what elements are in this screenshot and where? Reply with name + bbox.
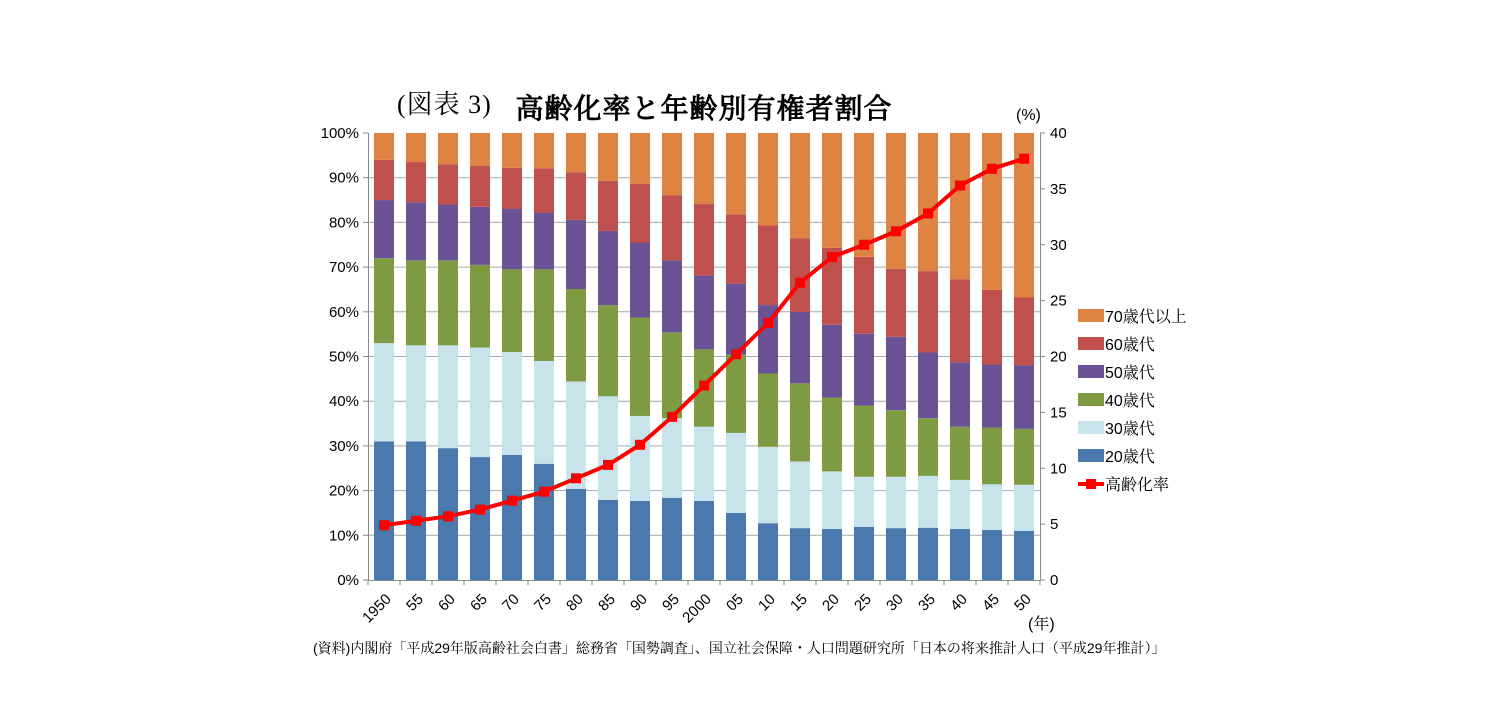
bar-segment (950, 427, 970, 480)
bar-segment (630, 501, 650, 580)
x-axis-category-label: 1950 (359, 590, 395, 627)
bar-segment (886, 133, 906, 269)
x-axis-category-label: 90 (627, 590, 651, 615)
legend-line-marker-icon (1078, 477, 1104, 490)
bar-segment (662, 133, 682, 195)
bar-segment (726, 284, 746, 355)
right-axis-tick-label: 35 (1050, 180, 1067, 198)
bar-segment (502, 168, 522, 209)
bar-segment (822, 133, 842, 248)
left-axis-tick-label: 50% (328, 348, 359, 366)
bar-segment (438, 205, 458, 261)
legend-label: 30歳代 (1105, 420, 1155, 438)
bar-segment (822, 398, 842, 472)
bar-segment (534, 168, 554, 213)
legend-label: 60歳代 (1105, 336, 1155, 354)
x-axis-category-label: 35 (915, 590, 939, 615)
bar-segment (470, 133, 490, 166)
bar-segment (406, 133, 426, 162)
bar-segment (982, 484, 1002, 530)
bar-segment (918, 133, 938, 271)
bar-segment (886, 410, 906, 477)
legend-item-2 (1078, 357, 1187, 385)
bar-segment (790, 383, 810, 461)
bar-segment (854, 406, 874, 477)
left-axis-tick-label: 100% (320, 125, 359, 142)
left-axis-tick-label: 20% (328, 482, 359, 500)
aging-rate-marker (763, 318, 773, 328)
aging-rate-marker (635, 440, 645, 450)
bar-segment (918, 476, 938, 528)
bar-segment (374, 343, 394, 441)
bar-segment (534, 361, 554, 464)
bar-segment (598, 181, 618, 231)
bar-segment (822, 529, 842, 580)
aging-rate-marker (411, 516, 421, 526)
bar-segment (502, 455, 522, 580)
bar-segment (726, 513, 746, 580)
bar-segment (470, 348, 490, 458)
legend-item-1 (1078, 329, 1187, 357)
bar-segment (598, 500, 618, 580)
bar-segment (534, 133, 554, 168)
right-axis-tick-label: 40 (1050, 125, 1067, 142)
bar-segment (854, 334, 874, 406)
bar-segment (854, 257, 874, 334)
bar-segment (534, 269, 554, 361)
x-axis-category-label: 40 (947, 590, 971, 615)
bar-segment (726, 355, 746, 433)
aging-rate-marker (955, 181, 965, 191)
right-axis-tick-label: 0 (1050, 572, 1059, 589)
legend-swatch-icon (1078, 449, 1104, 462)
bar-segment (790, 462, 810, 529)
bar-segment (694, 204, 714, 276)
left-axis-tick-label: 10% (328, 527, 359, 545)
bar-segment (918, 418, 938, 476)
aging-rate-marker (539, 487, 549, 497)
bar-segment (886, 477, 906, 528)
x-axis-category-label: 15 (787, 590, 811, 615)
bar-segment (694, 276, 714, 350)
bar-segment (950, 279, 970, 362)
left-axis-tick-label: 60% (328, 303, 359, 321)
bar-segment (374, 133, 394, 160)
bar-segment (758, 133, 778, 226)
bar-segment (1014, 297, 1034, 365)
bar-segment (438, 345, 458, 448)
bar-segment (662, 418, 682, 498)
bar-segment (534, 464, 554, 580)
bar-segment (982, 133, 1002, 290)
x-axis-category-label: 30 (883, 590, 907, 615)
bar-segment (854, 477, 874, 527)
figure-label: (図表 3) (397, 90, 492, 119)
bar-segment (534, 213, 554, 269)
bar-segment (374, 258, 394, 343)
right-axis-tick-label: 30 (1050, 236, 1067, 254)
bar-segment (982, 428, 1002, 485)
right-axis-tick-label: 15 (1050, 404, 1067, 422)
bar-segment (854, 133, 874, 257)
bar-segment (374, 160, 394, 200)
right-axis-tick-label: 20 (1050, 348, 1067, 366)
aging-rate-marker (1019, 154, 1029, 164)
aging-rate-marker (571, 473, 581, 483)
bar-segment (406, 345, 426, 441)
bar-segment (662, 332, 682, 418)
aging-rate-marker (795, 278, 805, 288)
bar-segment (694, 427, 714, 501)
x-axis-category-label: 80 (563, 590, 587, 615)
bar-segment (1014, 531, 1034, 580)
bar-segment (726, 214, 746, 283)
source-note: (資料)内閣府「平成29年版高齢社会白書」総務省「国勢調査」、国立社会保障・人口問題研究所「日本の将来推計人口（平成29年推計）」 (313, 640, 1166, 656)
bar-segment (598, 396, 618, 500)
chart-title: 高齢化率と年齢別有権者割合 (515, 93, 893, 124)
aging-rate-marker (443, 511, 453, 521)
x-axis-category-label: 50 (1011, 590, 1035, 615)
bar-segment (758, 447, 778, 523)
bar-segment (630, 318, 650, 416)
bar-segment (374, 441, 394, 580)
left-axis-tick-label: 80% (328, 214, 359, 232)
bar-segment (822, 325, 842, 398)
bar-segment (662, 498, 682, 580)
bar-segment (566, 220, 586, 289)
bar-segment (502, 133, 522, 168)
x-axis-category-label: 70 (499, 590, 523, 615)
bar-segment (822, 471, 842, 529)
legend-item-6 (1078, 469, 1187, 497)
aging-rate-marker (891, 226, 901, 236)
bar-segment (918, 271, 938, 352)
aging-rate-marker (923, 208, 933, 218)
bar-segment (1014, 485, 1034, 531)
x-axis-category-label: 45 (979, 590, 1003, 615)
bar-segment (438, 260, 458, 345)
bar-segment (438, 164, 458, 204)
legend-label: 高齢化率 (1105, 476, 1170, 494)
bar-segment (790, 133, 810, 238)
bar-segment (470, 166, 490, 207)
x-axis-category-label: 55 (403, 590, 427, 615)
left-axis-tick-label: 70% (328, 259, 359, 277)
bar-segment (374, 200, 394, 258)
bar-segment (758, 523, 778, 580)
x-axis-category-label: 20 (819, 590, 843, 615)
bar-segment (502, 269, 522, 352)
bar-segment (630, 133, 650, 184)
x-axis-category-label: 2000 (679, 590, 715, 627)
aging-rate-marker (667, 412, 677, 422)
bar-segment (662, 195, 682, 260)
bar-segment (1014, 429, 1034, 485)
bar-segment (790, 312, 810, 384)
aging-rate-marker (507, 496, 517, 506)
bar-segment (758, 373, 778, 446)
aging-rate-marker (987, 164, 997, 174)
bar-segment (406, 441, 426, 580)
bar-segment (630, 184, 650, 243)
bar-segment (566, 289, 586, 382)
x-axis-category-label: 05 (723, 590, 747, 615)
legend-swatch-icon (1078, 421, 1104, 434)
bar-segment (406, 202, 426, 260)
left-axis-tick-label: 40% (328, 393, 359, 411)
bar-segment (598, 231, 618, 305)
bar-segment (790, 528, 810, 580)
bar-segment (566, 489, 586, 580)
bar-segment (406, 162, 426, 202)
chart-legend (1078, 301, 1187, 497)
legend-label: 50歳代 (1105, 364, 1155, 382)
bar-segment (470, 457, 490, 580)
legend-item-3 (1078, 385, 1187, 413)
bar-segment (694, 501, 714, 580)
bar-segment (726, 433, 746, 513)
bar-segment (566, 382, 586, 489)
bar-segment (598, 305, 618, 396)
bar-segment (854, 527, 874, 580)
aging-rate-marker (859, 240, 869, 250)
bar-segment (406, 260, 426, 345)
bar-segment (502, 352, 522, 455)
x-axis-category-label: 65 (467, 590, 491, 615)
aging-rate-marker (699, 381, 709, 391)
legend-swatch-icon (1078, 393, 1104, 406)
bar-segment (886, 269, 906, 337)
x-axis-category-label: 95 (659, 590, 683, 615)
bar-segment (598, 133, 618, 181)
aging-rate-marker (827, 252, 837, 262)
bar-segment (566, 133, 586, 172)
legend-swatch-icon (1078, 337, 1104, 350)
legend-label: 40歳代 (1105, 392, 1155, 410)
bar-segment (982, 530, 1002, 580)
right-axis-tick-label: 10 (1050, 460, 1067, 478)
right-axis-tick-label: 25 (1050, 292, 1067, 310)
aging-rate-marker (731, 349, 741, 359)
bar-segment (470, 265, 490, 348)
bar-segment (758, 226, 778, 306)
bar-segment (950, 529, 970, 580)
bar-segment (950, 133, 970, 279)
bar-segment (982, 365, 1002, 428)
legend-label: 20歳代 (1105, 448, 1155, 466)
legend-label: 70歳代以上 (1105, 308, 1187, 326)
left-axis-tick-label: 90% (328, 169, 359, 187)
legend-item-4 (1078, 413, 1187, 441)
bar-segment (950, 480, 970, 529)
bar-segment (1014, 365, 1034, 428)
bar-segment (630, 243, 650, 318)
bar-segment (886, 528, 906, 580)
x-axis-category-label: 85 (595, 590, 619, 615)
bar-segment (566, 172, 586, 219)
aging-rate-marker (379, 520, 389, 530)
aging-rate-marker (475, 505, 485, 515)
bar-segment (982, 290, 1002, 365)
bar-segment (662, 260, 682, 332)
bar-segment (918, 352, 938, 418)
x-axis-category-label: 75 (531, 590, 555, 615)
legend-item-0 (1078, 301, 1187, 329)
x-axis-category-label: 10 (755, 590, 779, 615)
bar-segment (950, 362, 970, 426)
bar-segment (630, 416, 650, 501)
bar-segment (726, 133, 746, 214)
left-axis-tick-label: 30% (328, 437, 359, 455)
legend-swatch-icon (1078, 365, 1104, 378)
bar-segment (502, 209, 522, 269)
right-axis-unit-label: (%) (1016, 107, 1041, 124)
x-axis-unit-label: (年) (1028, 616, 1055, 633)
bar-segment (694, 133, 714, 204)
x-axis-category-label: 60 (435, 590, 459, 615)
bar-segment (886, 337, 906, 410)
x-axis-category-label: 25 (851, 590, 875, 615)
legend-item-5 (1078, 441, 1187, 469)
right-axis-tick-label: 5 (1050, 516, 1059, 534)
left-axis-tick-label: 0% (337, 572, 359, 589)
aging-rate-marker (603, 460, 613, 470)
bar-segment (470, 207, 490, 265)
bar-segment (918, 528, 938, 580)
legend-swatch-icon (1078, 309, 1104, 322)
bar-segment (438, 133, 458, 164)
